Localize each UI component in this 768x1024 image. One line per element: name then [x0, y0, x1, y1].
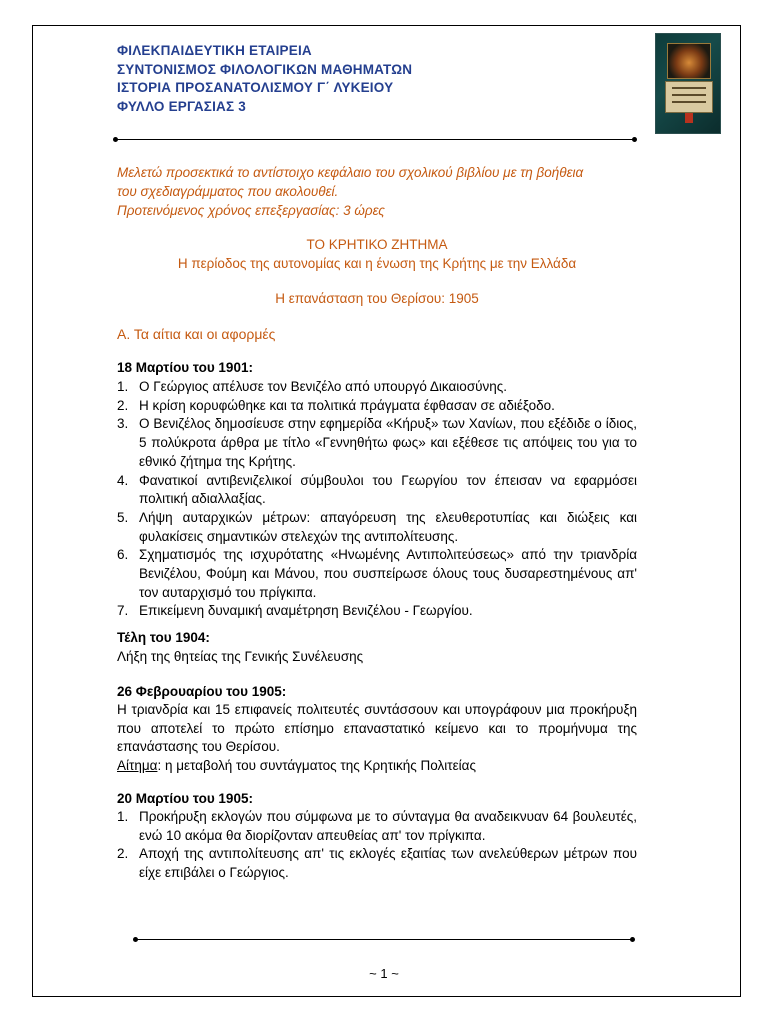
divider-dot-right	[632, 137, 637, 142]
cover-red-mark	[685, 113, 693, 123]
header-coordination: ΣΥΝΤΟΝΙΣΜΟΣ ΦΙΛΟΛΟΓΙΚΩΝ ΜΑΘΗΜΑΤΩΝ	[117, 61, 413, 77]
list-item: 4. Φανατικοί αντιβενιζελικοί σύμβουλοι του Γεωργίου τον έπεισαν να εφαρμόσει πολιτική αδιαλλαξίας.	[117, 472, 637, 507]
proclamation-text: Η τριανδρία και 15 επιφανείς πολιτευτές συντάσσουν και υπογράφουν μια προκήρυξη που αποτελεί το πρώτο επίσημο επαναστατικό κείμενο και το προμήνυμα της επανάστασης του Θερίσου.	[117, 702, 637, 755]
instructions-line-2: του σχεδιαγράμματος που ακολουθεί.	[117, 184, 339, 199]
instructions	[117, 163, 637, 220]
header-course: ΙΣΤΟΡΙΑ ΠΡΟΣΑΝΑΤΟΛΙΣΜΟΥ Γ΄ ΛΥΚΕΙΟΥ	[117, 80, 394, 95]
top-divider	[117, 139, 633, 140]
list-item: 1. Ο Γεώργιος απέλυσε τον Βενιζέλο από υπουργό Δικαιοσύνης.	[117, 379, 508, 394]
cover-artwork	[667, 43, 711, 79]
date-heading-1904: Τέλη του 1904:	[117, 630, 210, 645]
document-header	[117, 42, 412, 116]
instructions-line-1: Μελετώ προσεκτικά το αντίστοιχο κεφάλαιο του σχολικού βιβλίου με τη βοήθεια	[117, 165, 584, 180]
subsection-heading: Α. Τα αίτια και οι αφορμές	[117, 326, 276, 342]
list-item: 2. Η κρίση κορυφώθηκε και τα πολιτικά πράγματα έφθασαν σε αδιέξοδο.	[117, 397, 555, 413]
list-item: 7. Επικείμενη δυναμική αναμέτρηση Βενιζέλου - Γεωργίου.	[117, 603, 473, 619]
date-heading-feb-1905: 26 Φεβρουαρίου του 1905:	[117, 684, 287, 699]
section-heading: Η επανάσταση του Θερίσου: 1905	[275, 291, 479, 306]
list-item: 5. Λήψη αυταρχικών μέτρων: απαγόρευση της ελευθεροτυπίας και διώξεις και φυλακίσεις σημαντικών στελεχών της αντιπολίτευσης.	[117, 509, 637, 544]
header-worksheet: ΦΥΛΛΟ ΕΡΓΑΣΙΑΣ 3	[117, 98, 246, 114]
list-item: 1. Προκήρυξη εκλογών που σύμφωνα με το σύνταγμα θα αναδεικνυαν 64 βουλευτές, ενώ 10 ακόμα θα διορίζονταν απευθείας απ' τον πρίγκιπα.	[117, 809, 637, 843]
header-organization: ΦΙΛΕΚΠΑΙΔΕΥΤΙΚΗ ΕΤΑΙΡΕΙΑ	[117, 43, 312, 58]
events-list-1901	[117, 378, 637, 621]
bottom-divider	[137, 939, 631, 940]
list-item: 3. Ο Βενιζέλος δημοσίευσε στην εφημερίδα «Κήρυξ» των Χανίων, που εξέδιδε ο ίδιος, 5 πολύκροτα άρθρα με τίτλο «Γεννηθήτω φως» και εξέθεσε τις απόψεις του για το εθνικό ζήτημα της Κρήτης.	[117, 416, 637, 469]
date-heading-mar-1905: 20 Μαρτίου του 1905:	[117, 791, 253, 806]
proclamation-paragraph	[117, 701, 637, 776]
demand-label: Αίτημα	[117, 758, 158, 774]
instructions-time: Προτεινόμενος χρόνος επεξεργασίας: 3 ώρες	[117, 203, 385, 218]
document-subtitle: Η περίοδος της αυτονομίας και η ένωση της Κρήτης με την Ελλάδα	[177, 256, 577, 271]
divider-dot-right	[630, 937, 635, 942]
list-item: 2. Αποχή της αντιπολίτευσης απ' τις εκλογές εξαιτίας των ανελεύθερων μέτρων που είχε επιβάλει ο Γεώργιος.	[117, 846, 637, 881]
page-number: ~ 1 ~	[369, 966, 399, 981]
assembly-term-end: Λήξη της θητείας της Γενικής Συνέλευσης	[117, 649, 364, 664]
date-heading-1901: 18 Μαρτίου του 1901:	[117, 360, 253, 375]
document-title: ΤΟ ΚΡΗΤΙΚΟ ΖΗΤΗΜΑ	[306, 237, 448, 252]
cover-title-label	[665, 81, 713, 113]
demand-text: : η μεταβολή του συντάγματος της Κρητικής Πολιτείας	[157, 758, 476, 774]
events-list-1905	[117, 808, 637, 883]
list-item: 6. Σχηματισμός της ισχυρότατης «Ηνωμένης Αντιπολιτεύσεως» από την τριανδρία Βενιζέλου, Φούμη και Μάνου, που συσπείρωσε όλους τους δυσαρεστημένους απ' τον αυταρχισμό του πρίγκιπα.	[117, 547, 637, 600]
textbook-cover-image	[655, 33, 721, 134]
